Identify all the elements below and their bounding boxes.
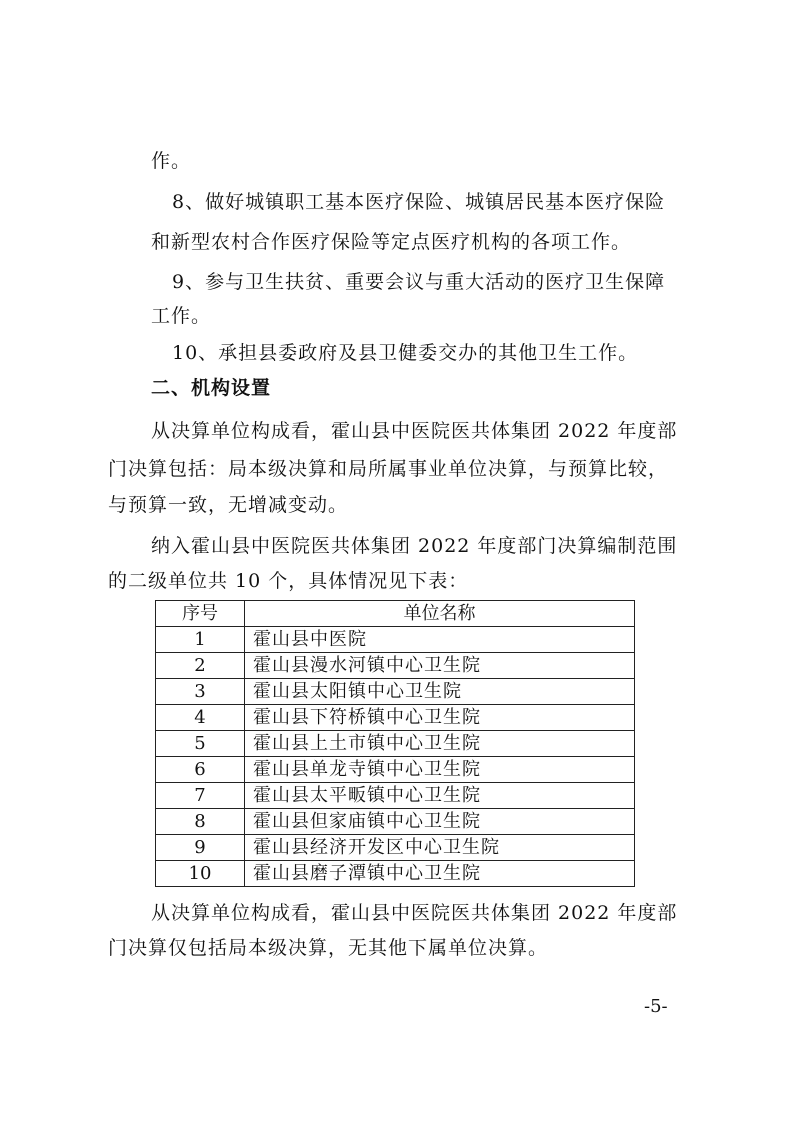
unit-name-cell: 霍山县经济开发区中心卫生院	[245, 835, 635, 861]
header-serial-number: 序号	[156, 601, 245, 627]
serial-cell: 1	[156, 627, 245, 653]
paragraph-line: 10、承担县委政府及县卫健委交办的其他卫生工作。	[172, 342, 639, 364]
table-row	[156, 861, 635, 887]
paragraph-line: 9、参与卫生扶贫、重要会议与重大活动的医疗卫生保障	[172, 271, 666, 293]
table-row	[156, 627, 635, 653]
header-unit-name: 单位名称	[245, 601, 635, 627]
table-row	[156, 731, 635, 757]
paragraph-line: 作。	[151, 150, 192, 172]
unit-name-cell: 霍山县下符桥镇中心卫生院	[245, 705, 635, 731]
table-row	[156, 679, 635, 705]
unit-name-cell: 霍山县但家庙镇中心卫生院	[245, 809, 635, 835]
section-heading: 二、机构设置	[151, 377, 272, 399]
paragraph-line: 从决算单位构成看，霍山县中医院医共体集团 2022 年度部	[151, 420, 678, 442]
unit-name-cell: 霍山县磨子潭镇中心卫生院	[245, 861, 635, 887]
table-row	[156, 705, 635, 731]
unit-name-cell: 霍山县上土市镇中心卫生院	[245, 731, 635, 757]
paragraph-line: 从决算单位构成看，霍山县中医院医共体集团 2022 年度部	[151, 902, 678, 924]
unit-name-cell: 霍山县单龙寺镇中心卫生院	[245, 757, 635, 783]
serial-cell: 4	[156, 705, 245, 731]
paragraph-line: 和新型农村合作医疗保险等定点医疗机构的各项工作。	[151, 231, 632, 253]
unit-name-cell: 霍山县中医院	[245, 627, 635, 653]
paragraph-line: 的二级单位共 10 个，具体情况见下表：	[108, 570, 469, 592]
paragraph-line: 8、做好城镇职工基本医疗保险、城镇居民基本医疗保险	[172, 191, 666, 213]
page-number: -5-	[644, 996, 668, 1017]
paragraph-line: 门决算包括：局本级决算和局所属事业单位决算，与预算比较，	[108, 458, 669, 480]
table-row	[156, 653, 635, 679]
paragraph-line: 与预算一致，无增减变动。	[108, 494, 349, 516]
serial-cell: 5	[156, 731, 245, 757]
unit-name-cell: 霍山县漫水河镇中心卫生院	[245, 653, 635, 679]
paragraph-line: 纳入霍山县中医院医共体集团 2022 年度部门决算编制范围	[151, 535, 678, 557]
serial-cell: 3	[156, 679, 245, 705]
units-table	[155, 600, 635, 887]
unit-name-cell: 霍山县太阳镇中心卫生院	[245, 679, 635, 705]
serial-cell: 9	[156, 835, 245, 861]
serial-cell: 10	[156, 861, 245, 887]
table-row	[156, 809, 635, 835]
table-row	[156, 835, 635, 861]
table-row	[156, 783, 635, 809]
serial-cell: 6	[156, 757, 245, 783]
serial-cell: 7	[156, 783, 245, 809]
serial-cell: 8	[156, 809, 245, 835]
serial-cell: 2	[156, 653, 245, 679]
paragraph-line: 门决算仅包括局本级决算，无其他下属单位决算。	[108, 937, 549, 959]
table-header-row	[156, 601, 635, 627]
table-row	[156, 757, 635, 783]
paragraph-line: 工作。	[151, 305, 212, 327]
unit-name-cell: 霍山县太平畈镇中心卫生院	[245, 783, 635, 809]
